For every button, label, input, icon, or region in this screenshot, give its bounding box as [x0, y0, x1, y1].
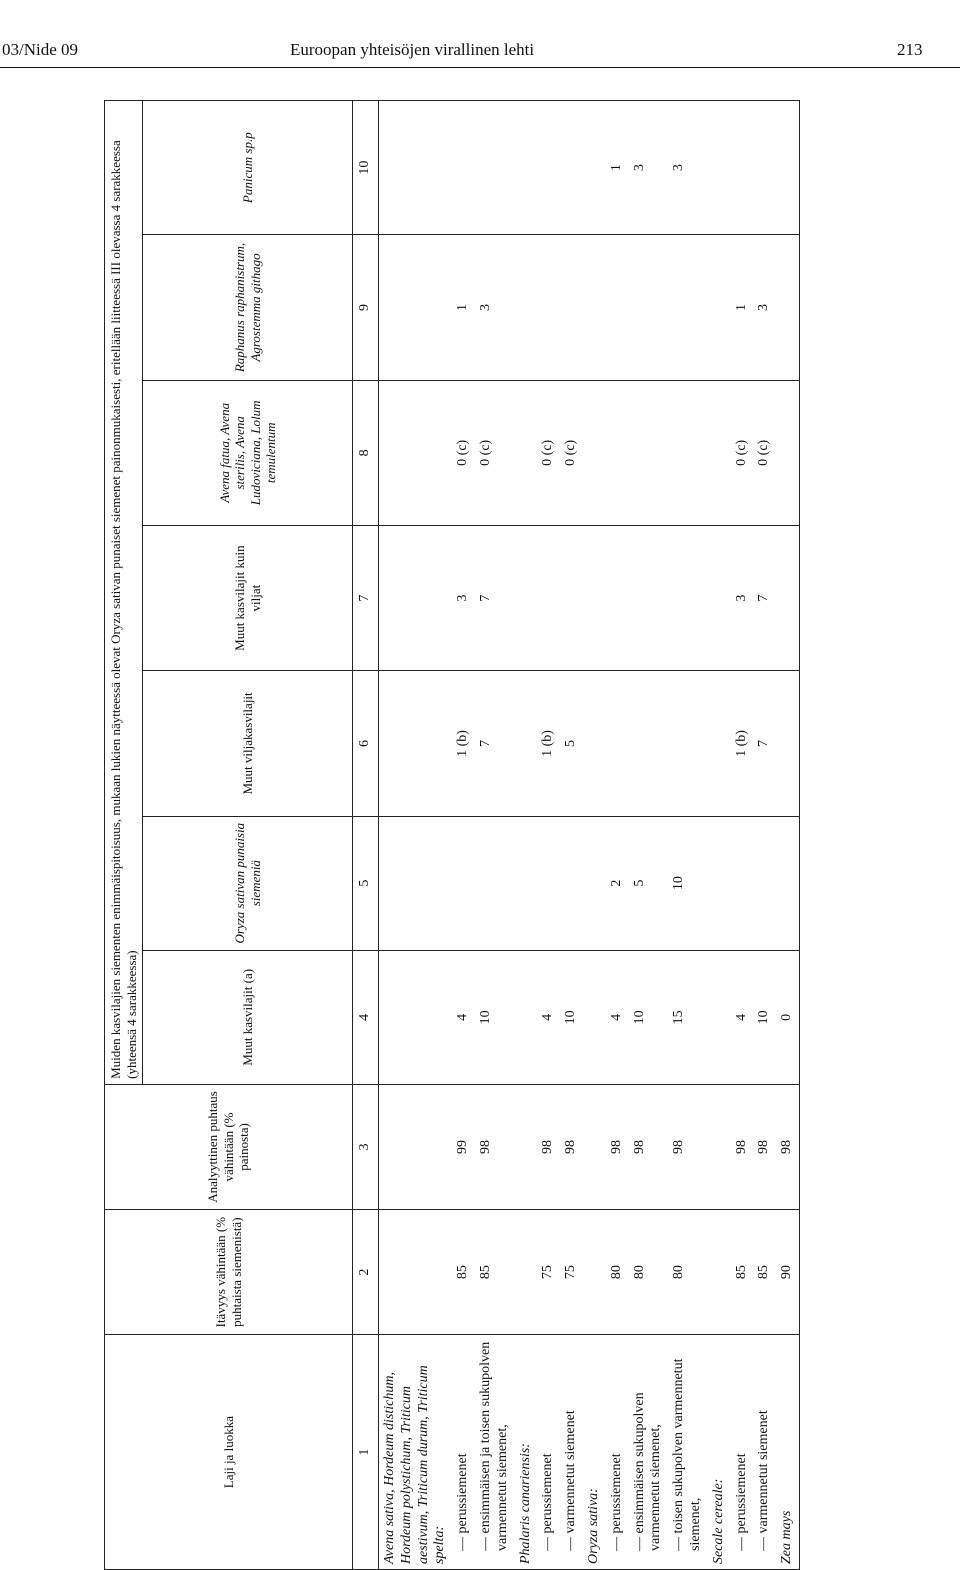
cell-c8: 0 (c): [537, 380, 560, 525]
cell-c2: 85: [731, 1210, 754, 1335]
cell-c10: [560, 101, 583, 235]
col-header-raphanus: Raphanus raphanistrum, Agrostemma githago: [143, 235, 353, 380]
cell-c4: 4: [731, 950, 754, 1084]
empty-cell: [708, 950, 731, 1084]
empty-cell: [378, 1084, 452, 1209]
cell-c9: 3: [475, 235, 515, 380]
cell-c5: 5: [629, 816, 669, 950]
empty-cell: [583, 950, 606, 1084]
row-label: — perussiemenet: [537, 1335, 560, 1570]
cell-c5: [537, 816, 560, 950]
cell-c3: 98: [537, 1084, 560, 1209]
empty-cell: [515, 101, 538, 235]
column-number: 8: [353, 380, 379, 525]
row-label: — ensimmäisen ja toisen sukupolven varmennetut siemenet,: [475, 1335, 515, 1570]
table-row: [776, 101, 799, 1570]
cell-c4: 0: [776, 950, 799, 1084]
cell-c4: 10: [629, 950, 669, 1084]
empty-cell: [378, 235, 452, 380]
cell-c2: 80: [629, 1210, 669, 1335]
cell-c10: [753, 101, 776, 235]
cell-c4: 4: [452, 950, 475, 1084]
rotated-table-container: [104, 100, 795, 1570]
row-label: — perussiemenet: [606, 1335, 629, 1570]
cell-c8: 0 (c): [753, 380, 776, 525]
col-header-avena: Avena fatua, Avena sterilis, Avena Ludoviciana, Lolum temulentum: [143, 380, 353, 525]
cell-c5: [776, 816, 799, 950]
col-header-group: Muiden kasvilajien siementen enimmäispitoisuus, mukaan lukien näytteessä olevat Oryza sativan punaiset siemenet painonmukaisesti, eritellään liitteessä III olevassa 4 sarakkeessa (yhteensä 4 sarakkeessa): [105, 101, 143, 1085]
cell-c10: [537, 101, 560, 235]
group-title: Oryza sativa:: [583, 1335, 606, 1570]
cell-c6: [668, 671, 708, 816]
group-title: Secale cereale:: [708, 1335, 731, 1570]
table-row: [668, 101, 708, 1570]
cell-c2: 85: [753, 1210, 776, 1335]
cell-c2: 75: [537, 1210, 560, 1335]
cell-c7: [668, 525, 708, 670]
cell-c3: 98: [731, 1084, 754, 1209]
col-header-other-cereals: Muut viljakasvilajit: [143, 671, 353, 816]
cell-c2: 80: [668, 1210, 708, 1335]
empty-cell: [515, 950, 538, 1084]
empty-cell: [708, 816, 731, 950]
empty-cell: [378, 1210, 452, 1335]
cell-c7: 3: [452, 525, 475, 670]
empty-cell: [583, 380, 606, 525]
cell-c8: [776, 380, 799, 525]
empty-cell: [583, 671, 606, 816]
cell-c5: 2: [606, 816, 629, 950]
cell-c4: 4: [537, 950, 560, 1084]
group-title-row: [378, 101, 452, 1570]
cell-c10: [731, 101, 754, 235]
cell-c10: [475, 101, 515, 235]
empty-cell: [515, 671, 538, 816]
cell-c7: 3: [731, 525, 754, 670]
table-row: [475, 101, 515, 1570]
empty-cell: [708, 525, 731, 670]
empty-cell: [583, 1084, 606, 1209]
group-title: Phalaris canariensis:: [515, 1335, 538, 1570]
empty-cell: [378, 525, 452, 670]
cell-c7: [606, 525, 629, 670]
table-row: [731, 101, 754, 1570]
cell-c2: 90: [776, 1210, 799, 1335]
column-number: 5: [353, 816, 379, 950]
cell-c7: [560, 525, 583, 670]
empty-cell: [515, 1210, 538, 1335]
seed-standards-table: [104, 100, 800, 1570]
cell-c3: 98: [668, 1084, 708, 1209]
cell-c9: [537, 235, 560, 380]
cell-c3: 98: [560, 1084, 583, 1209]
cell-c2: 85: [452, 1210, 475, 1335]
cell-c4: 4: [606, 950, 629, 1084]
empty-cell: [583, 525, 606, 670]
group-title-row: [583, 101, 606, 1570]
table-row: [560, 101, 583, 1570]
table-row: [606, 101, 629, 1570]
header-center: Euroopan yhteisöjen virallinen lehti: [290, 40, 535, 59]
cell-c9: [560, 235, 583, 380]
cell-c6: [606, 671, 629, 816]
empty-cell: [708, 1084, 731, 1209]
cell-c6: [629, 671, 669, 816]
cell-c7: [776, 525, 799, 670]
cell-c6: [776, 671, 799, 816]
cell-c9: 3: [753, 235, 776, 380]
table-row: [753, 101, 776, 1570]
group-title-row: [708, 101, 731, 1570]
empty-cell: [583, 1210, 606, 1335]
table-row: [537, 101, 560, 1570]
cell-c6: 1 (b): [731, 671, 754, 816]
cell-c10: 3: [668, 101, 708, 235]
empty-cell: [378, 101, 452, 235]
column-number: 10: [353, 101, 379, 235]
empty-cell: [708, 1210, 731, 1335]
cell-c7: [629, 525, 669, 670]
cell-c5: [731, 816, 754, 950]
cell-c6: 1 (b): [452, 671, 475, 816]
cell-c8: 0 (c): [560, 380, 583, 525]
cell-c8: [606, 380, 629, 525]
cell-c9: [629, 235, 669, 380]
cell-c6: 5: [560, 671, 583, 816]
empty-cell: [708, 380, 731, 525]
table-row: [452, 101, 475, 1570]
column-number: 2: [353, 1210, 379, 1335]
row-label: — perussiemenet: [731, 1335, 754, 1570]
empty-cell: [378, 380, 452, 525]
empty-cell: [515, 380, 538, 525]
row-label: — varmennetut siemenet: [560, 1335, 583, 1570]
col-header-panicum: Panicum sp.p: [143, 101, 353, 235]
row-label: — toisen sukupolven varmennetut siemenet,: [668, 1335, 708, 1570]
col-header-germination: Itävyys vähintään (% puhtaista siemenistä): [105, 1210, 353, 1335]
empty-cell: [708, 235, 731, 380]
cell-c8: [668, 380, 708, 525]
table-body: [353, 101, 800, 1570]
row-label: Zea mays: [776, 1335, 799, 1570]
cell-c9: 1: [452, 235, 475, 380]
table-row: [629, 101, 669, 1570]
cell-c3: 98: [606, 1084, 629, 1209]
header-rule: [0, 67, 960, 68]
cell-c5: [560, 816, 583, 950]
cell-c2: 85: [475, 1210, 515, 1335]
cell-c3: 99: [452, 1084, 475, 1209]
empty-cell: [583, 235, 606, 380]
group-title: Avena sativa, Hordeum distichum, Hordeum polystichum, Triticum aestivum, Triticum durum, Triticum spelta:: [378, 1335, 452, 1570]
row-label: — perussiemenet: [452, 1335, 475, 1570]
empty-cell: [515, 525, 538, 670]
col-header-species: Laji ja luokka: [105, 1335, 353, 1570]
column-number: 1: [353, 1335, 379, 1570]
cell-c9: [606, 235, 629, 380]
cell-c2: 80: [606, 1210, 629, 1335]
cell-c9: [668, 235, 708, 380]
column-number-row: [353, 101, 379, 1570]
cell-c4: 10: [475, 950, 515, 1084]
col-header-purity: Analyyttinen puhtaus vähintään (% painosta): [105, 1084, 353, 1209]
empty-cell: [515, 235, 538, 380]
cell-c10: 1: [606, 101, 629, 235]
empty-cell: [708, 101, 731, 235]
header-page-number: 213: [897, 40, 923, 59]
column-number: 3: [353, 1084, 379, 1209]
empty-cell: [378, 671, 452, 816]
column-number: 6: [353, 671, 379, 816]
cell-c8: [629, 380, 669, 525]
cell-c6: 1 (b): [537, 671, 560, 816]
col-header-non-cereals: Muut kasvilajit kuin viljat: [143, 525, 353, 670]
cell-c5: 10: [668, 816, 708, 950]
cell-c7: 7: [475, 525, 515, 670]
empty-cell: [378, 950, 452, 1084]
cell-c3: 98: [475, 1084, 515, 1209]
cell-c3: 98: [753, 1084, 776, 1209]
empty-cell: [515, 816, 538, 950]
cell-c8: 0 (c): [475, 380, 515, 525]
cell-c5: [475, 816, 515, 950]
row-label: — varmennetut siemenet: [753, 1335, 776, 1570]
cell-c6: 7: [753, 671, 776, 816]
cell-c10: [452, 101, 475, 235]
cell-c5: [753, 816, 776, 950]
column-number: 7: [353, 525, 379, 670]
column-number: 4: [353, 950, 379, 1084]
empty-cell: [515, 1084, 538, 1209]
group-title-row: [515, 101, 538, 1570]
cell-c4: 10: [560, 950, 583, 1084]
cell-c6: 7: [475, 671, 515, 816]
empty-cell: [378, 816, 452, 950]
cell-c9: [776, 235, 799, 380]
cell-c3: 98: [776, 1084, 799, 1209]
cell-c10: [776, 101, 799, 235]
cell-c10: 3: [629, 101, 669, 235]
column-number: 9: [353, 235, 379, 380]
col-header-other-species: Muut kasvilajit (a): [143, 950, 353, 1084]
row-label: — ensimmäisen sukupolven varmennetut siemenet,: [629, 1335, 669, 1570]
empty-cell: [708, 671, 731, 816]
cell-c9: 1: [731, 235, 754, 380]
empty-cell: [583, 101, 606, 235]
cell-c3: 98: [629, 1084, 669, 1209]
empty-cell: [583, 816, 606, 950]
cell-c8: 0 (c): [452, 380, 475, 525]
cell-c7: 7: [753, 525, 776, 670]
cell-c4: 15: [668, 950, 708, 1084]
cell-c4: 10: [753, 950, 776, 1084]
col-header-oryza-red: Oryza sativan punaisia siemeniä: [143, 816, 353, 950]
cell-c7: [537, 525, 560, 670]
cell-c8: 0 (c): [731, 380, 754, 525]
cell-c5: [452, 816, 475, 950]
header-left: 03/Nide 09: [2, 40, 79, 59]
cell-c2: 75: [560, 1210, 583, 1335]
